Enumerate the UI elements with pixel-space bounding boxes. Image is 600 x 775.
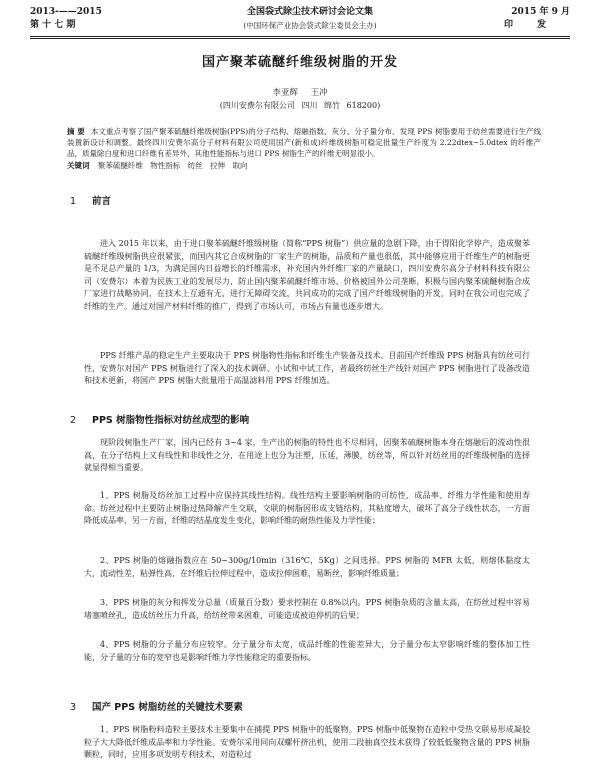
section-title: 国产 PPS 树脂纺丝的关键技术要素: [92, 702, 243, 713]
body-paragraph: 1、PPS 树脂及纺丝加工过程中应保持其线性结构。线性结构主要影响树脂的可纺性、成品率、纤维力学性能和使用寿命。纺丝过程中主要防止树脂过热降解产生交联，交联的树脂因形成支链结构，其粘度增大，破坏了高分子线性状态，一方面降低成品率，另一方面，纤维的结晶度发生变化，影响纤维的耐热性能及力学性能；: [84, 491, 530, 526]
abstract-label: 摘 要: [67, 127, 85, 136]
header-rule: [30, 36, 570, 37]
section-number: 2: [70, 415, 77, 426]
keyword: 物性指标: [150, 161, 181, 170]
header-journal-title: 全国袋式除尘技术研讨会论文集: [246, 7, 373, 17]
body-paragraph: PPS 纤维产品的稳定生产主要取决于 PPS 树脂物性指标和纤维生产装备及技术。目前国产纤维级 PPS 树脂具有纺丝可行性，安费尔对国产 PPS 树脂进行了深入的技术调研、小试和中试工作，者最终纺丝生产线针对国产 PPS 树脂进行了设备改造和技术更新，将国产 PPS 树脂大批量用于高温滤料用 PPS 纤维加选。: [84, 351, 530, 386]
header-organizer: (中国环保产业协会袋式除尘委员会主办): [243, 21, 377, 30]
body-paragraph: 现阶段树脂生产厂家，国内已经有 3~4 家，生产出的树脂的特性也不尽相同，因聚苯硫醚树脂本身在熔融后的流动性很高，在分子结构上又有线性和非线性之分，在用途上也分为注塑，压延，薄膜，纺丝等，所以针对纺丝用的纤维级树脂的选择就显得相当重要。: [84, 438, 530, 473]
paper-affiliation: (四川安费尔有限公司 四川 绵竹 618200): [219, 101, 381, 110]
header-date-range: 2013-——2015: [30, 7, 102, 17]
keyword: 纺丝: [187, 161, 203, 170]
section-number: 1: [70, 196, 77, 207]
abstract-text: 本文重点考察了国产聚苯硫醚纤维级树脂(PPS)的分子结构、熔融指数、灰分、分子量分布、发现 PPS 树脂要用于纺丝需要进行生产线装置新设计和调整。最终四川安费尔高分子材料有限公司使用国产(新和成)纤维级树脂可稳定批量生产纤度为 2.22dtex~5.0dtex 的纤维产品，质量除白度和进口纤维有差异外，其他性能指标与进口 PPS 树脂生产的纤维无明显很小。: [67, 127, 541, 158]
section-title: PPS 树脂物性指标对纺丝成型的影响: [92, 415, 250, 426]
keyword: 取向: [232, 161, 248, 170]
header-rule-thin: [30, 38, 570, 39]
header-issue: 第 十 七 期: [30, 20, 76, 30]
section-title: 前言: [92, 196, 112, 207]
body-paragraph: 进入 2015 年以来，由于进口聚苯硫醚纤维级树脂（简称“PPS 树脂”）供应量的急剧下降，由于得阳化学停产，造成聚苯硫醚纤维级树脂供应很紧张，而国内其它合成树脂的厂家生产的树脂，品质和产量也很低，其中能够应用于纤维生产的树脂更是不足总产量的 1/3，为满足国内日益增长的纤维需求，补充国内外纤维厂家的产量缺口，四川安费尔高分子材料科技有限公司（安费尔）本着为民族工业的发展尽力，防止国内聚苯硫醚纤维市场、价格被国外公司垄断，积极与国内聚苯硫醚树脂合成厂家进行战略协同，在技术上互通有无，进行无障碍交流，共同成功的完成了国产纤维级树脂的开发，同时在我公司也完成了纤维的生产。通过对国产材料纤维的推广，得到了市场认可，市场占有量也逐步增大。: [84, 239, 530, 311]
body-paragraph: 3、PPS 树脂的灰分和挥发分总量（质量百分数）要求控制在 0.8%以内。PPS 树脂杂质的含量太高，在纺丝过程中容易堵塞喷丝孔，造成纺丝压力升高，给纺丝带来困难，可能造成被迫停机的后果；: [84, 598, 530, 620]
keyword: 聚苯硫醚纤维: [97, 161, 143, 170]
running-header-center: [170, 6, 450, 32]
running-header-right: [504, 6, 570, 32]
running-header-left: [30, 6, 102, 32]
paper-authors: 李亚辉 王冲: [272, 88, 328, 98]
section-number: 3: [70, 702, 77, 713]
header-print-date: 2015 年 9 月: [511, 7, 570, 17]
section-heading: [70, 193, 111, 207]
body-paragraph: 2、PPS 树脂的熔融指数应在 50~300g/10min（316℃，5Kg）之间选择。PPS 树脂的 MFR 太低，则熔体黏度太大，流动性差，粘弹性高，在纤维后拉伸过程中，造成拉伸困难，易断丝，影响纤维质量；: [84, 556, 530, 578]
paper-title: 国产聚苯硫醚纤维级树脂的开发: [201, 55, 398, 70]
keyword: 拉伸: [210, 161, 226, 170]
body-paragraph: 4、PPS 树脂的分子量分布应较窄。分子量分布太宽，成品纤维的性能差异大，分子量分布太窄影响纤维的整体加工性能，分子量的分布的宽窄也是影响纤维力学性能稳定的重要指标。: [84, 640, 530, 662]
section-heading: [70, 412, 249, 426]
keywords: [67, 160, 541, 171]
header-print-note: 印发: [503, 20, 570, 30]
keywords-label: 关键词: [67, 161, 90, 170]
section-heading: [70, 699, 243, 713]
abstract: [67, 126, 541, 159]
body-paragraph: 1、PPS 树脂粉料造粒主要技术主要集中在捕提 PPS 树脂中的低聚物。PPS 树脂中低聚物在造粒中受热交联易形成凝胶粒子大大降低纤维成品率和力学性能。安费尔采用同向双螺杆挤出机，使用二段抽真空技术获得了较低低聚物含量的 PPS 树脂颗粒，同时，应用多项发明专利技术，对造粒过: [84, 725, 530, 760]
